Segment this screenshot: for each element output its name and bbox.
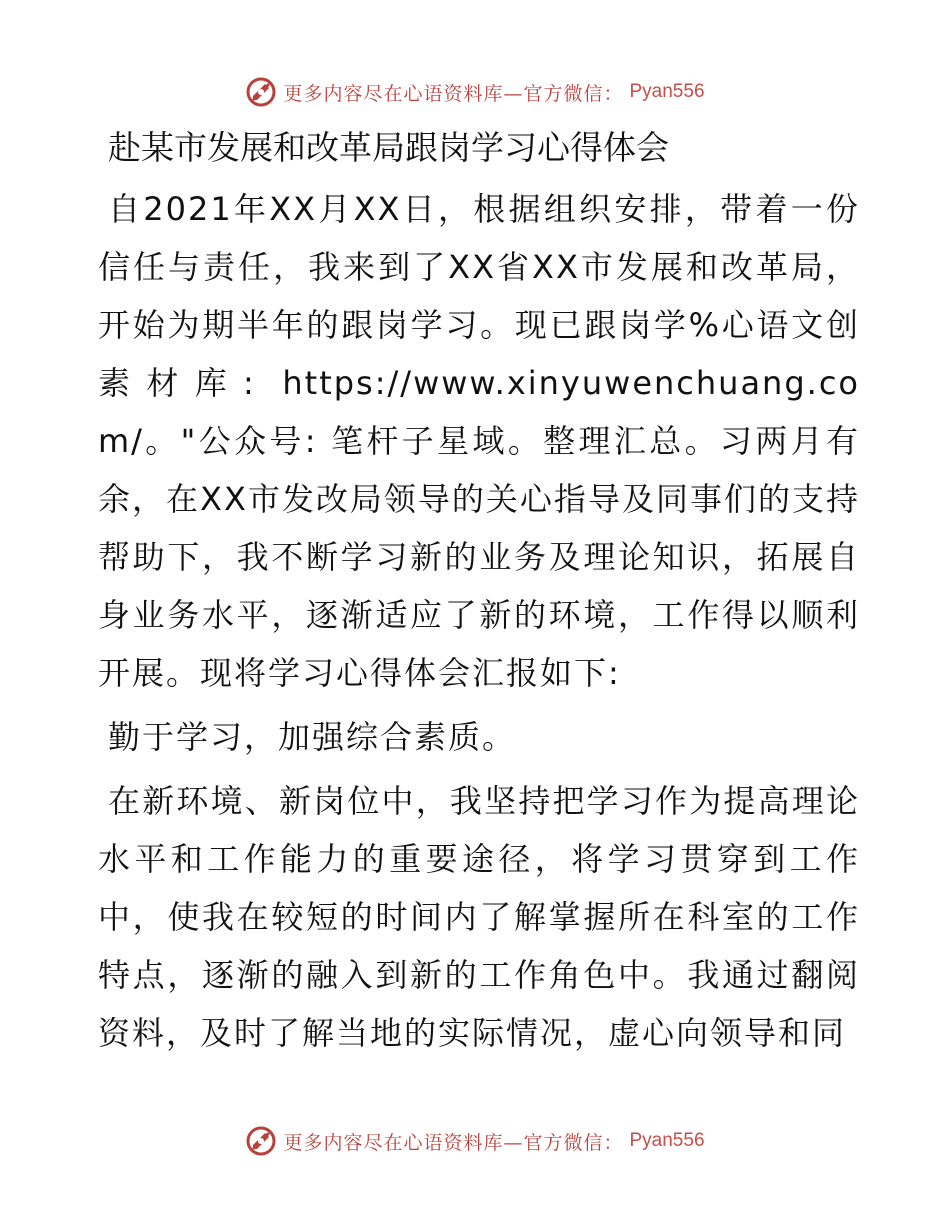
watermark-wechat-id: Pyan556 [629, 1130, 705, 1151]
watermark-wechat-id: Pyan556 [629, 81, 705, 102]
document-body [98, 122, 860, 1068]
document-title: 赴某市发展和改革局跟岗学习心得体会 [108, 128, 669, 167]
paragraph-study: 在新环境、新岗位中，我坚持把学习作为提高理论水平和工作能力的重要途径，将学习贯穿到工作中，使我在较短的时间内了解掌握所在科室的工作特点，逐渐的融入到新的工作角色中。我通过翻阅资料，及时了解当地的实际情况，虚心向领导和同 [98, 782, 860, 1052]
footer-watermark [0, 1121, 950, 1161]
paragraph-intro: 自2021年XX月XX日，根据组织安排，带着一份信任与责任，我来到了XX省XX市发展和改革局，开始为期半年的跟岗学习。现已跟岗学%心语文创素材库: https://www.xinyuwenchuang.com/。"公众号: 笔杆子星域。整理汇总。习两月有余，在XX市发改局领导的关心指导及同事们的支持帮助下，我不断学习新的业务及理论知识，拓展自身业务水平，逐渐适应了新的环境，工作得以顺利开展。现将学习心得体会汇报如下: [98, 190, 860, 692]
pen-logo-icon [245, 76, 277, 108]
watermark-text: 更多内容尽在心语资料库—官方微信： [283, 82, 624, 105]
pen-logo-icon [245, 1125, 277, 1157]
section-heading: 勤于学习，加强综合素质。 [108, 718, 517, 756]
header-watermark [0, 72, 950, 112]
watermark-text: 更多内容尽在心语资料库—官方微信： [283, 1131, 624, 1154]
